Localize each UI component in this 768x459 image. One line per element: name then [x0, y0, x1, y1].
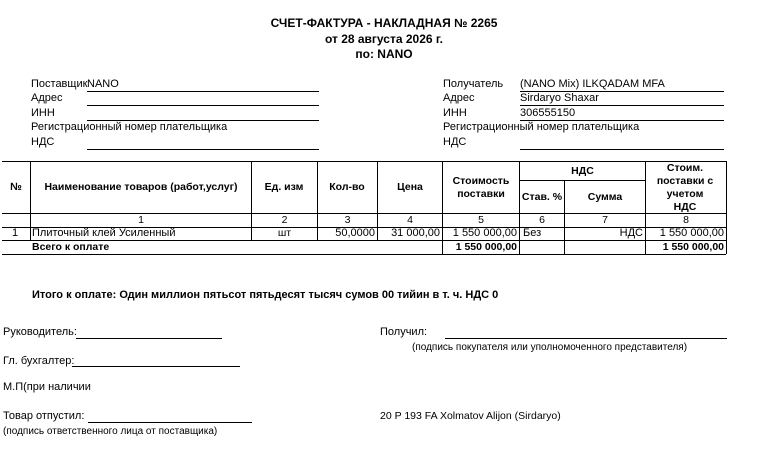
row-qty: 50,0000: [335, 227, 375, 239]
recipient-label: Получатель: [443, 78, 504, 90]
received-note: (подпись покупателя или уполномоченного представителя): [412, 342, 688, 353]
recipient-vat-label: НДС: [443, 136, 467, 148]
power-of-attorney: 20 P 193 FA Xolmatov Alijon (Sirdaryo): [380, 410, 561, 422]
col-number: 5: [478, 214, 484, 226]
col-number: 2: [281, 214, 288, 226]
document-date: от 28 августа 2026 г.: [324, 32, 444, 46]
recipient-vat-line: [520, 149, 724, 150]
supplier-label: Поставщик: [31, 78, 88, 90]
supplier-address-line: [87, 105, 319, 106]
row-price: 31 000,00: [391, 227, 440, 239]
recipient-inn: 306555150: [520, 107, 576, 119]
col-header-price: Цена: [397, 181, 423, 193]
amount-in-words: Итого к оплате: Один миллион пятьсот пятьдесят тысяч сумов 00 тийин в т. ч. НДС 0: [32, 289, 499, 301]
released-note: (подпись ответственного лица от поставщика): [3, 426, 218, 437]
total-cost: 1 550 000,00: [455, 241, 517, 253]
received-signature-line: [445, 338, 727, 339]
col-number: 7: [602, 214, 608, 226]
row-unit: шт: [277, 227, 292, 239]
row-total: 1 550 000,00: [659, 227, 724, 239]
col-number: 6: [539, 214, 545, 226]
supplier-name-line: [87, 91, 319, 92]
col-number: 4: [407, 214, 413, 226]
row-vat-rate: Без: [523, 227, 542, 239]
row-vat-sum: НДС: [619, 227, 643, 239]
supplier-reg-label: Регистрационный номер плательщика: [31, 121, 228, 133]
col-header-vat: НДС: [571, 164, 594, 177]
col-header-name: Наименование товаров (работ,услуг): [44, 181, 238, 193]
document-title: СЧЕТ-ФАКТУРА - НАКЛАДНАЯ № 2265: [270, 16, 498, 30]
director-label: Руководитель:: [3, 326, 77, 338]
received-label: Получил:: [380, 326, 428, 338]
supplier-name: NANO: [87, 78, 119, 90]
col-header-no: №: [10, 181, 22, 193]
col-number: 8: [683, 214, 689, 226]
recipient-reg-label: Регистрационный номер плательщика: [443, 121, 640, 133]
total-label: Всего к оплате: [32, 241, 110, 253]
row-cost: 1 550 000,00: [452, 227, 517, 239]
released-signature-line: [88, 422, 252, 423]
col-header-vat-rate: Став. %: [521, 190, 563, 203]
recipient-address-line: [520, 105, 724, 106]
supplier-vat-line: [87, 149, 319, 150]
col-header-qty: Кол-во: [329, 181, 365, 193]
accountant-label: Гл. бухгалтер:: [3, 355, 75, 367]
document-po: по: NANO: [355, 47, 413, 61]
col-header-cost: Стоимость поставки: [452, 174, 510, 200]
row-no: 1: [12, 227, 19, 239]
supplier-inn-label: ИНН: [31, 107, 55, 119]
recipient-address: Sirdaryo Shaxar: [520, 92, 599, 104]
col-number: 1: [138, 214, 144, 226]
recipient-name: (NANO Mix) ILKQADAM MFA: [520, 78, 665, 90]
supplier-address-label: Адрес: [31, 92, 63, 104]
col-header-total: Стоим. поставки с учетом НДС: [656, 161, 714, 213]
total-sum: 1 550 000,00: [662, 241, 724, 253]
stamp-label: М.П(при наличии: [3, 381, 91, 393]
col-header-unit: Ед. изм: [264, 181, 304, 193]
released-label: Товар отпустил:: [3, 410, 85, 422]
director-signature-line: [76, 338, 222, 339]
col-header-vat-sum: Сумма: [587, 190, 623, 203]
supplier-vat-label: НДС: [31, 136, 55, 148]
col-number: 3: [344, 214, 351, 226]
recipient-address-label: Адрес: [443, 92, 475, 104]
accountant-signature-line: [72, 366, 240, 367]
recipient-inn-label: ИНН: [443, 107, 467, 119]
row-name: Плиточный клей Усиленный: [32, 227, 176, 239]
